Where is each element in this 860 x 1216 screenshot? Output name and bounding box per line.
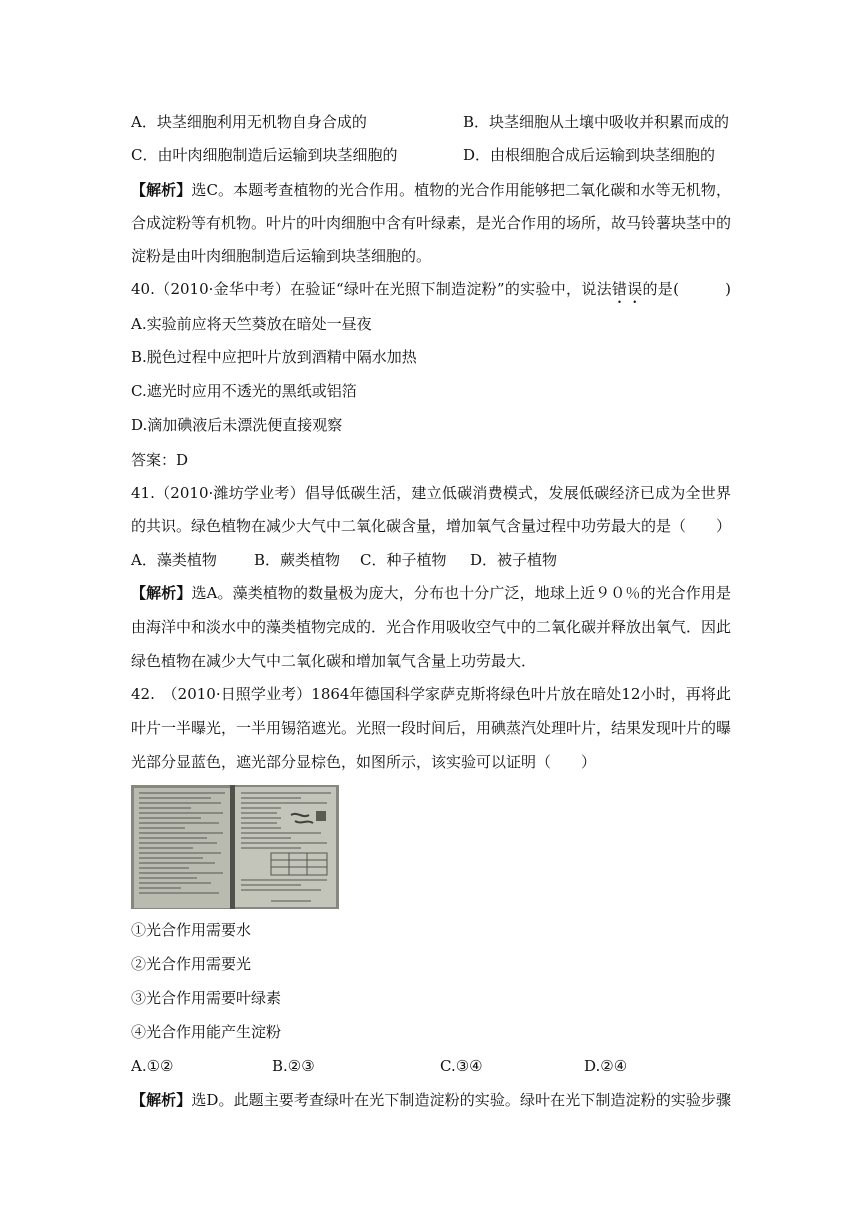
q41-analysis-line2: 由海洋中和淡水中的藻类植物完成的．光合作用吸收空气中的二氧化碳并释放出氧气．因此 — [131, 618, 732, 636]
q41-option-d: D．被子植物 — [470, 551, 558, 569]
q40-option-d: D.滴加碘液后未漂洗便直接观察 — [131, 416, 343, 434]
q41-analysis-line1 — [131, 583, 731, 603]
analysis-text: 选A。藻类植物的数量极为庞大，分布也十分广泛，地球上近９０％的光合作用是 — [191, 584, 731, 602]
q41-option-b: B．蕨类植物 — [254, 551, 341, 569]
q42-statement-3: ③光合作用需要叶绿素 — [131, 989, 282, 1007]
q39-analysis-line3: 淀粉是由叶肉细胞制造后运输到块茎细胞的。 — [131, 247, 432, 265]
q42-stem-line2: 叶片一半曝光，一半用锡箔遮光。光照一段时间后，用碘蒸汽处理叶片，结果发现叶片的曝 — [131, 719, 732, 737]
q40-option-a: A.实验前应将天竺葵放在暗处一昼夜 — [131, 315, 372, 333]
q40-option-b: B.脱色过程中应把叶片放到酒精中隔水加热 — [131, 348, 417, 366]
q39-option-c: C．由叶肉细胞制造后运输到块茎细胞的 — [131, 146, 398, 164]
q42-option-d: D.②④ — [584, 1057, 628, 1075]
analysis-tag: 【解析】 — [131, 584, 192, 602]
q42-statement-1: ①光合作用需要水 — [131, 921, 252, 939]
q40-stem — [131, 279, 731, 307]
q42-option-c: C.③④ — [440, 1057, 483, 1075]
analysis-text: 选D。此题主要考查绿叶在光下制造淀粉的实验。绿叶在光下制造淀粉的实验步骤 — [191, 1091, 731, 1109]
q41-option-a: A．藻类植物 — [131, 551, 217, 569]
q41-stem-line2: 的共识。绿色植物在减少大气中二氧化碳含量，增加氧气含量过程中功劳最大的是（ ） — [131, 517, 732, 535]
q40-stem-emphasis: 错误 — [611, 280, 643, 298]
q40-answer: 答案：D — [131, 451, 189, 469]
q41-analysis-line3: 绿色植物在减少大气中二氧化碳和增加氧气含量上功劳最大． — [131, 652, 537, 670]
exam-paper-photo — [131, 785, 339, 909]
q41-stem-line1: 41.（2010·潍坊学业考）倡导低碳生活，建立低碳消费模式，发展低碳经济已成为全世界 — [131, 484, 731, 502]
q39-option-b: B．块茎细胞从土壤中吸收并积累而成的 — [463, 113, 730, 131]
analysis-tag: 【解析】 — [131, 1091, 192, 1109]
q39-option-a: A．块茎细胞利用无机物自身合成的 — [131, 113, 367, 131]
q42-analysis-line1 — [131, 1090, 731, 1110]
q39-analysis-line2: 合成淀粉等有机物。叶片的叶肉细胞中含有叶绿素，是光合作用的场所，故马铃薯块茎中的 — [131, 214, 732, 232]
q39-option-d: D．由根细胞合成后运输到块茎细胞的 — [463, 146, 716, 164]
analysis-text: 选C。本题考查植物的光合作用。植物的光合作用能够把二氧化碳和水等无机物， — [191, 181, 731, 199]
q40-option-c: C.遮光时应用不透光的黑纸或铝箔 — [131, 382, 357, 400]
q42-statement-4: ④光合作用能产生淀粉 — [131, 1023, 282, 1041]
q42-stem-line1: 42. （2010·日照学业考）1864年德国科学家萨克斯将绿色叶片放在暗处12小时，再将此 — [131, 685, 731, 703]
q39-analysis-line1 — [131, 180, 731, 200]
analysis-tag: 【解析】 — [131, 181, 192, 199]
q40-stem-before: 40.（2010·金华中考）在验证“绿叶在光照下制造淀粉”的实验中，说法 — [131, 280, 612, 298]
q42-statement-2: ②光合作用需要光 — [131, 955, 252, 973]
q40-stem-after: 的是( ) — [642, 280, 731, 298]
q42-stem-line3: 光部分显蓝色，遮光部分显棕色，如图所示，该实验可以证明（ ） — [131, 753, 597, 771]
q42-option-a: A.①② — [131, 1057, 174, 1075]
q41-option-c: C．种子植物 — [360, 551, 447, 569]
q42-option-b: B.②③ — [272, 1057, 315, 1075]
